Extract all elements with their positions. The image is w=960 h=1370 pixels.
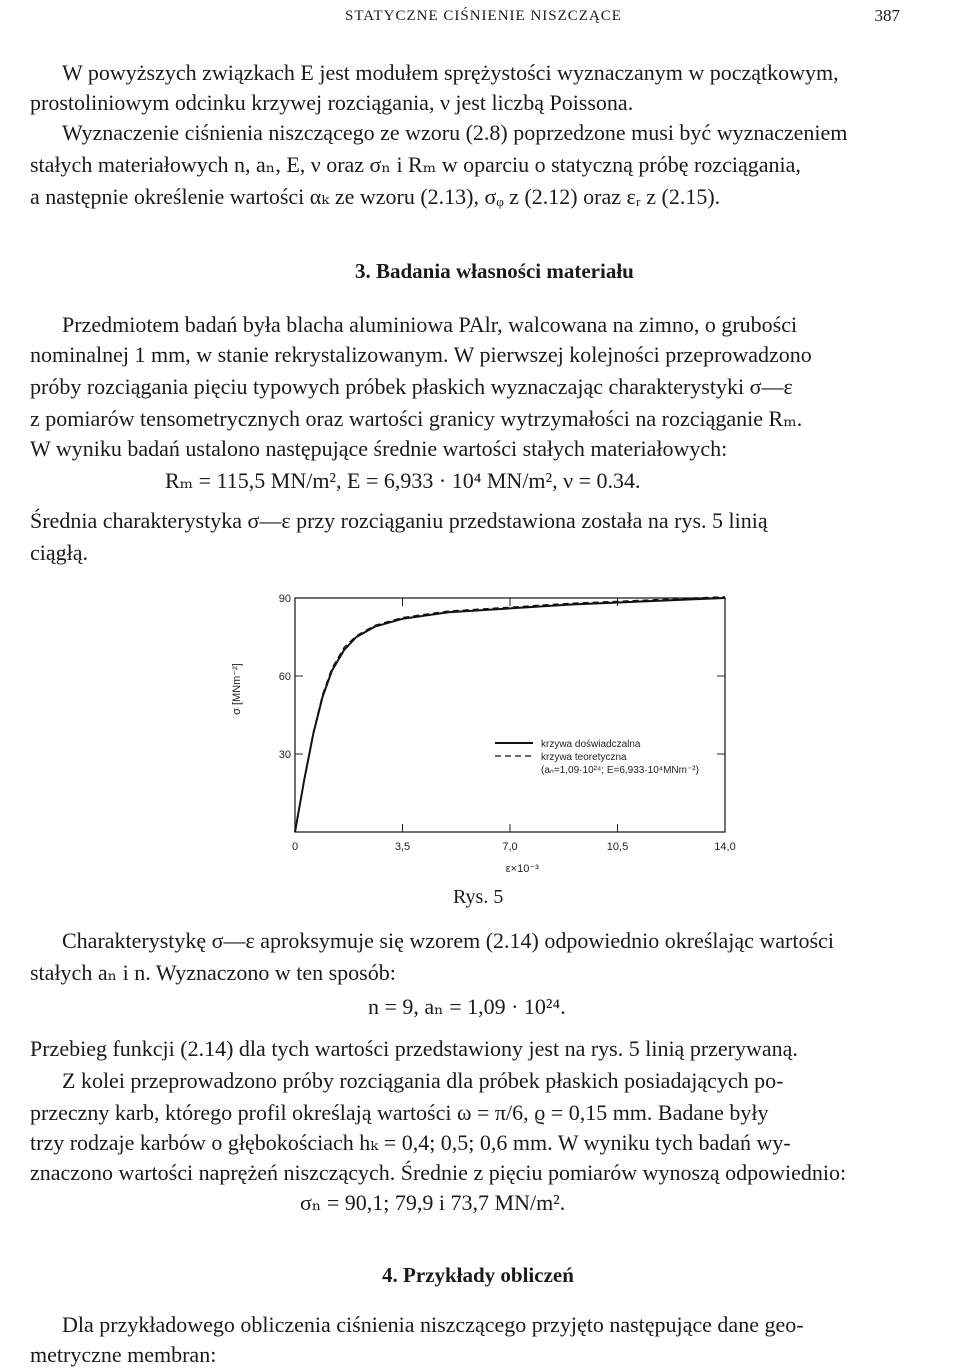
series-line-experimental: [295, 598, 725, 832]
equation-fit-constants: n = 9, aₙ = 1,09 · 10²⁴.: [368, 994, 566, 1019]
y-tick-label: 30: [278, 749, 291, 761]
text-line: przeczny karb, którego profil określają wartości ω = π/6, ϱ = 0,15 mm. Badane były: [30, 1100, 769, 1125]
x-axis-label: ε×10⁻³: [505, 863, 539, 875]
equation-failure-stress: σₙ = 90,1; 79,9 i 73,7 MN/m².: [300, 1190, 566, 1215]
equation-material-constants: Rₘ = 115,5 MN/m², E = 6,933 · 10⁴ MN/m², ν = 0.34.: [165, 468, 641, 493]
text-line: Wyznaczenie ciśnienia niszczącego ze wzoru (2.8) poprzedzone musi być wyznaczeniem: [62, 120, 848, 145]
y-axis-label: σ [MNm⁻²]: [231, 663, 243, 715]
text-line: trzy rodzaje karbów o głębokościach hₖ = 0,4; 0,5; 0,6 mm. W wyniku tych badań wy-: [30, 1130, 791, 1155]
text-line: próby rozciągania pięciu typowych próbek płaskich wyznaczając charakterystyki σ—ε: [30, 374, 793, 399]
x-tick-label: 0: [291, 841, 299, 853]
stress-strain-chart: [220, 570, 760, 880]
x-tick-label: 10,5: [606, 841, 629, 853]
page-number: 387: [874, 6, 900, 25]
figure-caption: Rys. 5: [453, 886, 504, 908]
text-line: metryczne membran:: [30, 1342, 217, 1367]
legend-note: (aₙ=1,09·10²⁴; E=6,933·10⁴MNm⁻²): [541, 765, 699, 776]
text-line: z pomiarów tensometrycznych oraz wartości granicy wytrzymałości na rozciąganie Rₘ.: [30, 406, 803, 431]
legend-label: krzywa teoretyczna: [541, 752, 627, 763]
text-line: Dla przykładowego obliczenia ciśnienia niszczącego przyjęto następujące dane geo-: [62, 1312, 804, 1337]
text-line: W powyższych związkach E jest modułem sprężystości wyznaczanym w początkowym,: [62, 60, 839, 85]
section-heading-4: 4. Przykłady obliczeń: [382, 1263, 574, 1287]
text-line: prostoliniowym odcinku krzywej rozciągania, ν jest liczbą Poissona.: [30, 90, 634, 115]
text-line: Średnia charakterystyka σ—ε przy rozciąganiu przedstawiona została na rys. 5 linią: [30, 508, 768, 533]
x-tick-label: 3,5: [394, 841, 411, 853]
running-title: STATYCZNE CIŚNIENIE NISZCZĄCE: [345, 8, 622, 24]
text-line: W wyniku badań ustalono następujące średnie wartości stałych materiałowych:: [30, 436, 728, 461]
series-line-theoretical: [295, 597, 725, 832]
text-line: Z kolei przeprowadzono próby rozciągania dla próbek płaskich posiadających po-: [62, 1068, 784, 1093]
section-heading-3: 3. Badania własności materiału: [355, 259, 634, 283]
x-tick-label: 7,0: [502, 841, 518, 853]
text-line: Przedmiotem badań była blacha aluminiowa PAlr, walcowana na zimno, o grubości: [62, 312, 798, 337]
x-tick-label: 14,0: [714, 841, 736, 853]
y-tick-label: 90: [278, 593, 291, 605]
text-line: stałych materiałowych n, aₙ, E, ν oraz σₙ i Rₘ w oparciu o statyczną próbę rozciągania,: [30, 152, 801, 177]
text-line: ciągłą.: [30, 540, 89, 565]
text-line: a następnie określenie wartości αₖ ze wzoru (2.13), σᵩ z (2.12) oraz εᵣ z (2.15).: [30, 184, 721, 209]
text-line: nominalnej 1 mm, w stanie rekrystalizowanym. W pierwszej kolejności przeprowadzono: [30, 342, 812, 367]
text-line: Przebieg funkcji (2.14) dla tych wartości przedstawiony jest na rys. 5 linią przerywaną.: [30, 1036, 798, 1061]
text-line: Charakterystykę σ—ε aproksymuje się wzorem (2.14) odpowiednio określając wartości: [62, 928, 834, 953]
plot-frame: [295, 598, 725, 832]
text-line: znaczono wartości naprężeń niszczących. Średnie z pięciu pomiarów wynoszą odpowiednio:: [30, 1160, 847, 1185]
legend-label: krzywa doświadczalna: [541, 739, 641, 750]
text-line: stałych aₙ i n. Wyznaczono w ten sposób:: [30, 960, 396, 985]
y-tick-label: 60: [278, 671, 291, 683]
